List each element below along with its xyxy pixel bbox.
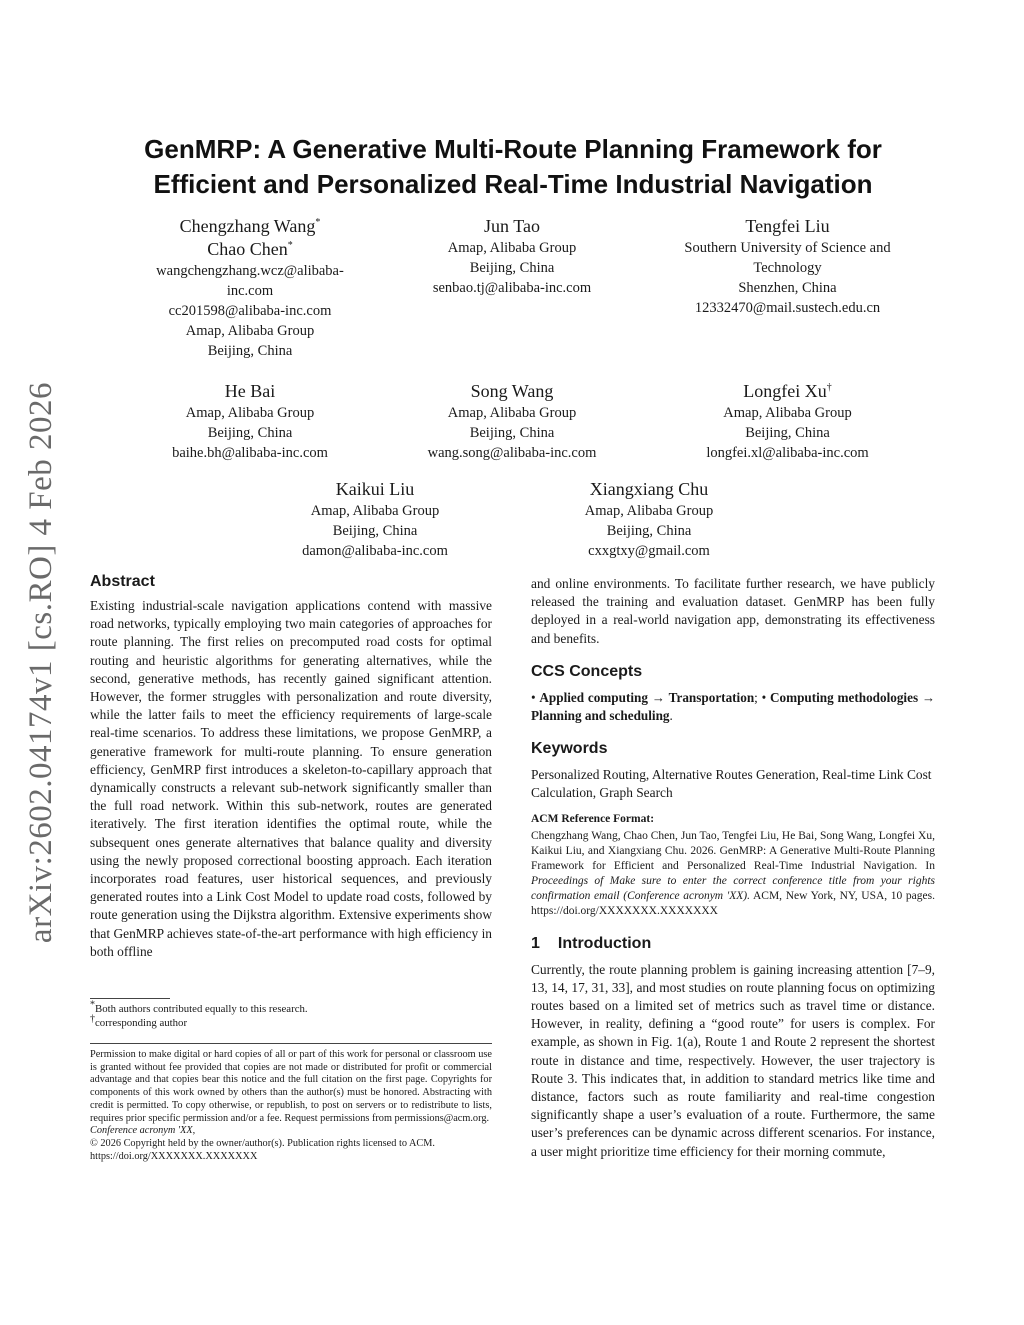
- author-block-xu: [650, 380, 925, 463]
- footnote-corresponding: †corresponding author: [90, 1013, 188, 1029]
- author-email: inc.com: [226, 283, 274, 299]
- title-line-1: GenMRP: A Generative Multi-Route Planning Framework for: [144, 134, 882, 164]
- author-email: wang.song@alibaba-inc.com: [427, 445, 597, 461]
- author-location: Beijing, China: [332, 523, 418, 539]
- author-location: Beijing, China: [207, 343, 293, 359]
- author-block-liu-kaikui: [250, 478, 500, 561]
- author-email: baihe.bh@alibaba-inc.com: [172, 445, 328, 461]
- abstract-body: Existing industrial-scale navigation applications contend with massive road networks, typically employing two main categories of approaches for route planning. The first relies on precomputed road costs for optimal routing and heuristic algorithms for generating alternatives, while the second, generative methods, has recently gained significant attention. However, the former struggles with personalization and route diversity, while the latter fails to meet the efficiency requirements of large-scale real-time scenarios. To address these limitations, we propose GenMRP, a generative framework for multi-route planning. To ensure generation efficiency, GenMRP first introduces a skeleton-to-capillary approach that dynamically constructs a relevant sub-network significantly smaller than the full road network. Within this sub-network, routes are generated iteratively. The first iteration identifies the optimal route, while the subsequent ones generate alternatives that balance quality and diversity using the newly proposed correctional boosting approach. Each iteration incorporates road features, user historical sequences, and previously generated routes into a Link Cost Model to update road costs, followed by route generation using the Dijkstra algorithm. Extensive experiments show that GenMRP achieves state-of-the-art performance with high efficiency in both offline: [90, 598, 492, 959]
- author-name: Tengfei Liu: [745, 216, 830, 236]
- permission-rule: [90, 1043, 492, 1044]
- arxiv-id-text: arXiv:2602.04174v1 [cs.RO] 4 Feb 2026: [23, 381, 60, 944]
- author-block-wang-song: [382, 380, 642, 463]
- author-block-bai: [110, 380, 390, 463]
- doi-link[interactable]: https://doi.org/XXXXXXX.XXXXXXX: [90, 1150, 258, 1162]
- ccs-heading: CCS Concepts: [531, 662, 643, 680]
- author-location: Beijing, China: [745, 425, 830, 441]
- footnote-equal-contribution: *Both authors contributed equally to this research.: [90, 999, 308, 1015]
- right-column: [531, 575, 935, 1161]
- author-email: cc201598@alibaba-inc.com: [168, 303, 332, 319]
- author-affiliation: Technology: [753, 260, 822, 276]
- author-email: senbao.tj@alibaba-inc.com: [432, 280, 592, 296]
- abstract-heading: Abstract: [90, 573, 155, 590]
- author-affiliation: Amap, Alibaba Group: [185, 323, 315, 339]
- acm-ref-text: Chengzhang Wang, Chao Chen, Jun Tao, Tengfei Liu, He Bai, Song Wang, Longfei Xu, Kaikui Liu, and Xiangxiang Chu. 2026. GenMRP: A Generative Multi-Route Planning Framework for Efficient and Personalized Real-Time Industrial Navigation. In Proceedings of Make sure to enter the correct conference title from your rights confirmation email (Conference acronym 'XX). ACM, New York, NY, USA, 10 pages. https://doi.org/XXXXXXX.XXXXXXX: [531, 829, 935, 917]
- author-location: Shenzhen, China: [738, 280, 837, 296]
- author-email: longfei.xl@alibaba-inc.com: [706, 445, 869, 461]
- author-block-tao: [382, 215, 642, 298]
- author-name: Longfei Xu†: [743, 381, 832, 401]
- author-affiliation: Amap, Alibaba Group: [310, 503, 440, 519]
- abstract-section: [90, 573, 492, 961]
- author-name: Song Wang: [470, 381, 554, 401]
- introduction-heading: 1 Introduction: [531, 934, 652, 952]
- ccs-concepts: • Applied computing → Transportation; • Computing methodologies → Planning and scheduling.: [531, 689, 936, 724]
- permission-block: [90, 1049, 492, 1163]
- keywords-text: Personalized Routing, Alternative Routes Generation, Real-time Link Cost Calculation, Graph Search: [531, 767, 932, 801]
- introduction-body: Currently, the route planning problem is gaining increasing attention [7–9, 13, 14, 17, 31, 33], and most studies on route planning focus on optimizing routes based on a limited set of metrics such as travel time or distance. However, in reality, defining a “good route” for users is complex. For example, as shown in Fig. 1(a), Route 1 and Route 2 represent the shortest route in distance and time, respectively. However, the user trajectory is Route 3. This indicates that, in addition to standard metrics like time and distance, factors such as route familiarity and real-time congestion significantly shape a user’s evaluation of a route. Furthermore, the same user’s preferences can be dynamic across different scenarios. For instance, a user might prioritize time efficiency for their morning commute,: [531, 961, 935, 1159]
- acm-ref-heading: ACM Reference Format:: [531, 812, 655, 825]
- author-affiliation: Amap, Alibaba Group: [447, 240, 577, 256]
- author-location: Beijing, China: [606, 523, 692, 539]
- author-name: Chao Chen*: [207, 239, 293, 259]
- author-email: damon@alibaba-inc.com: [302, 543, 448, 559]
- author-block-liu-tengfei: [650, 215, 925, 318]
- author-email: 12332470@mail.sustech.edu.cn: [694, 300, 881, 316]
- author-name: Xiangxiang Chu: [589, 479, 709, 499]
- author-location: Beijing, China: [469, 425, 555, 441]
- author-name: He Bai: [224, 381, 276, 401]
- abstract-continued: and online environments. To facilitate further research, we have publicly released the training and evaluation dataset. GenMRP has been fully deployed in a real-world navigation app, demonstrating its effectiveness and benefits.: [531, 576, 935, 646]
- author-location: Beijing, China: [469, 260, 555, 276]
- author-affiliation: Amap, Alibaba Group: [185, 405, 315, 421]
- author-email: wangchengzhang.wcz@alibaba-: [156, 263, 344, 279]
- footnote-rule: [90, 998, 170, 999]
- title-line-2: Efficient and Personalized Real-Time Industrial Navigation: [153, 169, 873, 199]
- author-location: Beijing, China: [207, 425, 293, 441]
- permission-text: Permission to make digital or hard copies of all or part of this work for personal or classroom use is granted without fee provided that copies are not made or distributed for profit or commercial advantage and that copies bear this notice and the full citation on the first page. Copyrights for components of this work owned by others than the author(s) must be honored. Abstracting with credit is permitted. To copy otherwise, or republish, to post on servers or to redistribute to lists, requires prior specific permission and/or a fee. Request permissions from permissions@acm.org.: [90, 1049, 492, 1124]
- paper-title: [90, 132, 936, 202]
- author-name: Kaikui Liu: [335, 479, 415, 499]
- footnotes: [90, 999, 492, 1030]
- author-affiliation: Amap, Alibaba Group: [584, 503, 714, 519]
- copyright-notice: © 2026 Copyright held by the owner/author(s). Publication rights licensed to ACM.: [90, 1137, 436, 1149]
- author-name: Jun Tao: [484, 216, 540, 236]
- arxiv-identifier-stamp: [12, 380, 72, 945]
- author-affiliation: Amap, Alibaba Group: [447, 405, 577, 421]
- author-block-wang-chen: [110, 215, 390, 361]
- author-email: cxxgtxy@gmail.com: [588, 543, 710, 559]
- author-block-chu: [524, 478, 774, 561]
- author-affiliation: Southern University of Science and: [684, 240, 891, 256]
- conference-acronym: Conference acronym 'XX,: [90, 1125, 196, 1137]
- keywords-heading: Keywords: [531, 740, 608, 758]
- author-affiliation: Amap, Alibaba Group: [723, 405, 852, 421]
- author-name: Chengzhang Wang*: [179, 216, 321, 236]
